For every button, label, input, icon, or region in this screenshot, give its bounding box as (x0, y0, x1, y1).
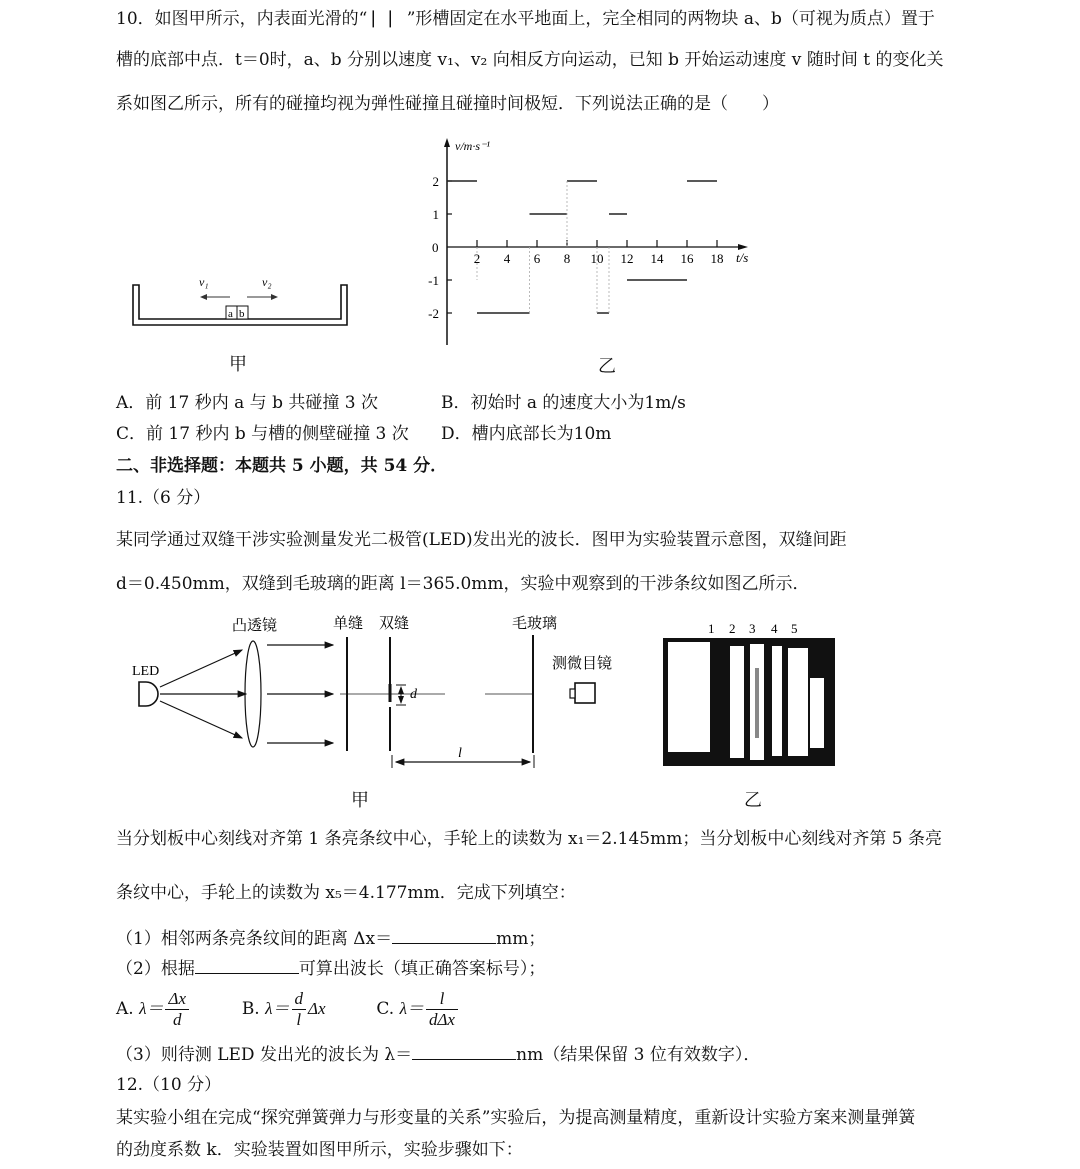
q12-para-1: 某实验小组在完成“探究弹簧弹力与形变量的关系”实验后，为提高测量精度，重新设计实验方案来测量弹簧 (116, 1108, 916, 1128)
led-icon (139, 682, 158, 706)
q11-sub-1 (116, 927, 545, 950)
q10-vt-chart (420, 130, 770, 350)
x-tick-label-12: 12 (620, 251, 634, 266)
q11-para-1: 某同学通过双缝干涉实验测量发光二极管(LED)发出光的波长．图甲为实验装置示意图，双缝间距 (116, 530, 847, 550)
choice-a-denominator: d (172, 1010, 182, 1029)
choice-a-lhs: λ＝ (139, 999, 164, 1018)
q11-sub-2-tail: 可算出波长（填正确答案标号）； (298, 959, 546, 979)
q12-para-2: 的劲度系数 k．实验装置如图甲所示，实验步骤如下： (116, 1140, 523, 1160)
q10-stem-line-2: 槽的底部中点．t＝0时，a、b 分别以速度 v₁、v₂ 向相反方向运动，已知 b 开始运动速度 v 随时间 t 的变化关 (116, 50, 944, 70)
q11-fig-right-caption: 乙 (744, 790, 762, 811)
q11-sub-2 (116, 957, 545, 980)
q11-para-4: 条纹中心，手轮上的读数为 x₅＝4.177mm．完成下列填空： (116, 883, 576, 903)
q10-fig-left-caption: 甲 (229, 354, 247, 375)
choice-b (241, 989, 331, 1029)
q11-sub-3-unit: nm（结果保留 3 位有效数字）． (516, 1045, 761, 1065)
double-slit-label: 双缝 (379, 616, 410, 632)
choice-c (376, 989, 460, 1029)
choice-b-label: B. (241, 999, 260, 1019)
q11-sub-3-blank[interactable] (412, 1043, 516, 1060)
choice-c-lhs: λ＝ (399, 999, 424, 1018)
section-2-heading: 二、非选择题：本题共 5 小题，共 54 分． (116, 456, 448, 476)
d-label: d (410, 687, 417, 702)
choice-a-numerator: Δx (165, 989, 189, 1010)
q10-trough-diagram (125, 270, 355, 340)
q11-sub-3-text: （3）则待测 LED 发出光的波长为 λ＝ (116, 1045, 413, 1065)
x-tick-label-2: 2 (473, 251, 481, 266)
choice-b-denominator: l (296, 1010, 302, 1029)
q11-header: 11.（6 分） (116, 488, 211, 508)
v1-label: v₁ (199, 275, 209, 289)
eyepiece-label: 测微目镜 (552, 656, 613, 672)
block-b-label: b (239, 308, 245, 320)
eyepiece-icon (575, 683, 595, 703)
fringe-number-4: 4 (771, 621, 778, 636)
ray-up (160, 650, 242, 687)
q12-header: 12.（10 分） (116, 1075, 222, 1095)
single-slit-label: 单缝 (333, 616, 364, 632)
y-axis-label: v/m·s⁻¹ (455, 139, 490, 153)
led-label: LED (132, 664, 160, 679)
choice-b-numerator: d (292, 989, 307, 1010)
x-tick-label-8: 8 (563, 251, 571, 266)
choice-c-label: C. (376, 999, 395, 1019)
q10-option-b: B．初始时 a 的速度大小为1m/s (441, 393, 686, 413)
q11-sub-1-blank[interactable] (392, 927, 496, 944)
convex-lens (245, 641, 261, 747)
q11-sub-1-text: （1）相邻两条亮条纹间的距离 Δx＝ (116, 929, 393, 949)
x-tick-label-18: 18 (710, 251, 724, 266)
q11-para-2: d＝0.450mm，双缝到毛玻璃的距离 l＝365.0mm，实验中观察到的干涉条纹如图乙所示． (116, 574, 810, 594)
q11-sub-1-unit: mm； (496, 929, 546, 949)
ray-down (160, 701, 242, 738)
x-tick-label-16: 16 (680, 251, 694, 266)
q11-choices (116, 987, 460, 1031)
x-axis-label: t/s (736, 250, 749, 265)
q10-fig-right-caption: 乙 (598, 356, 616, 377)
v2-label: v₂ (262, 275, 272, 289)
choice-b-tail: Δx (308, 999, 326, 1018)
y-tick-label-1: 1 (432, 207, 439, 222)
q10-option-d: D．槽内底部长为10m (441, 424, 612, 444)
x-tick-label-10: 10 (590, 251, 604, 266)
l-label: l (458, 746, 462, 761)
fringe-number-3: 3 (749, 621, 756, 636)
fringe-number-1: 1 (708, 621, 715, 636)
q11-sub-2-blank[interactable] (195, 957, 299, 974)
fringe-number-2: 2 (729, 621, 736, 636)
screen-label: 毛玻璃 (512, 616, 558, 632)
origin-label: 0 (432, 240, 439, 255)
q10-option-c: C．前 17 秒内 b 与槽的侧壁碰撞 3 次 (116, 424, 409, 444)
q10-option-a: A．前 17 秒内 a 与 b 共碰撞 3 次 (116, 393, 378, 413)
x-tick-label-4: 4 (503, 251, 511, 266)
q11-sub-2-text: （2）根据 (116, 959, 195, 979)
choice-b-lhs: λ＝ (265, 999, 290, 1018)
choice-a-label: A. (116, 999, 134, 1019)
y-axis-arrow (444, 138, 450, 147)
arrow-v1-head (200, 294, 207, 300)
q10-stem-line-3: 系如图乙所示，所有的碰撞均视为弹性碰撞且碰撞时间极短．下列说法正确的是（ ） (116, 94, 779, 114)
q10-stem-line-1: 10．如图甲所示，内表面光滑的“ ⎸⎸”形槽固定在水平地面上，完全相同的两物块 a、b（可视为质点）置于 (116, 9, 935, 29)
x-tick-label-6: 6 (533, 251, 541, 266)
x-tick-label-14: 14 (650, 251, 664, 266)
arrow-v2-head (271, 294, 278, 300)
y-tick-label--1: -1 (428, 273, 439, 288)
lens-label: 凸透镜 (232, 618, 278, 634)
choice-c-numerator: l (426, 989, 458, 1010)
choice-c-denominator: dΔx (428, 1010, 455, 1029)
choice-a-fraction (165, 989, 189, 1030)
block-a-label: a (228, 308, 233, 320)
y-tick-label-2: 2 (432, 174, 439, 189)
choice-c-fraction (426, 989, 458, 1030)
fringe-number-5: 5 (791, 621, 798, 636)
choice-b-fraction (292, 989, 307, 1030)
q11-double-slit-diagram (120, 605, 640, 775)
q11-fringe-pattern (660, 618, 845, 770)
y-tick-label--2: -2 (428, 306, 439, 321)
q11-fig-left-caption: 甲 (351, 790, 369, 811)
q11-para-3: 当分划板中心刻线对齐第 1 条亮条纹中心，手轮上的读数为 x₁＝2.145mm；当分划板中心刻线对齐第 5 条亮 (116, 829, 942, 849)
q11-sub-3 (116, 1043, 760, 1066)
